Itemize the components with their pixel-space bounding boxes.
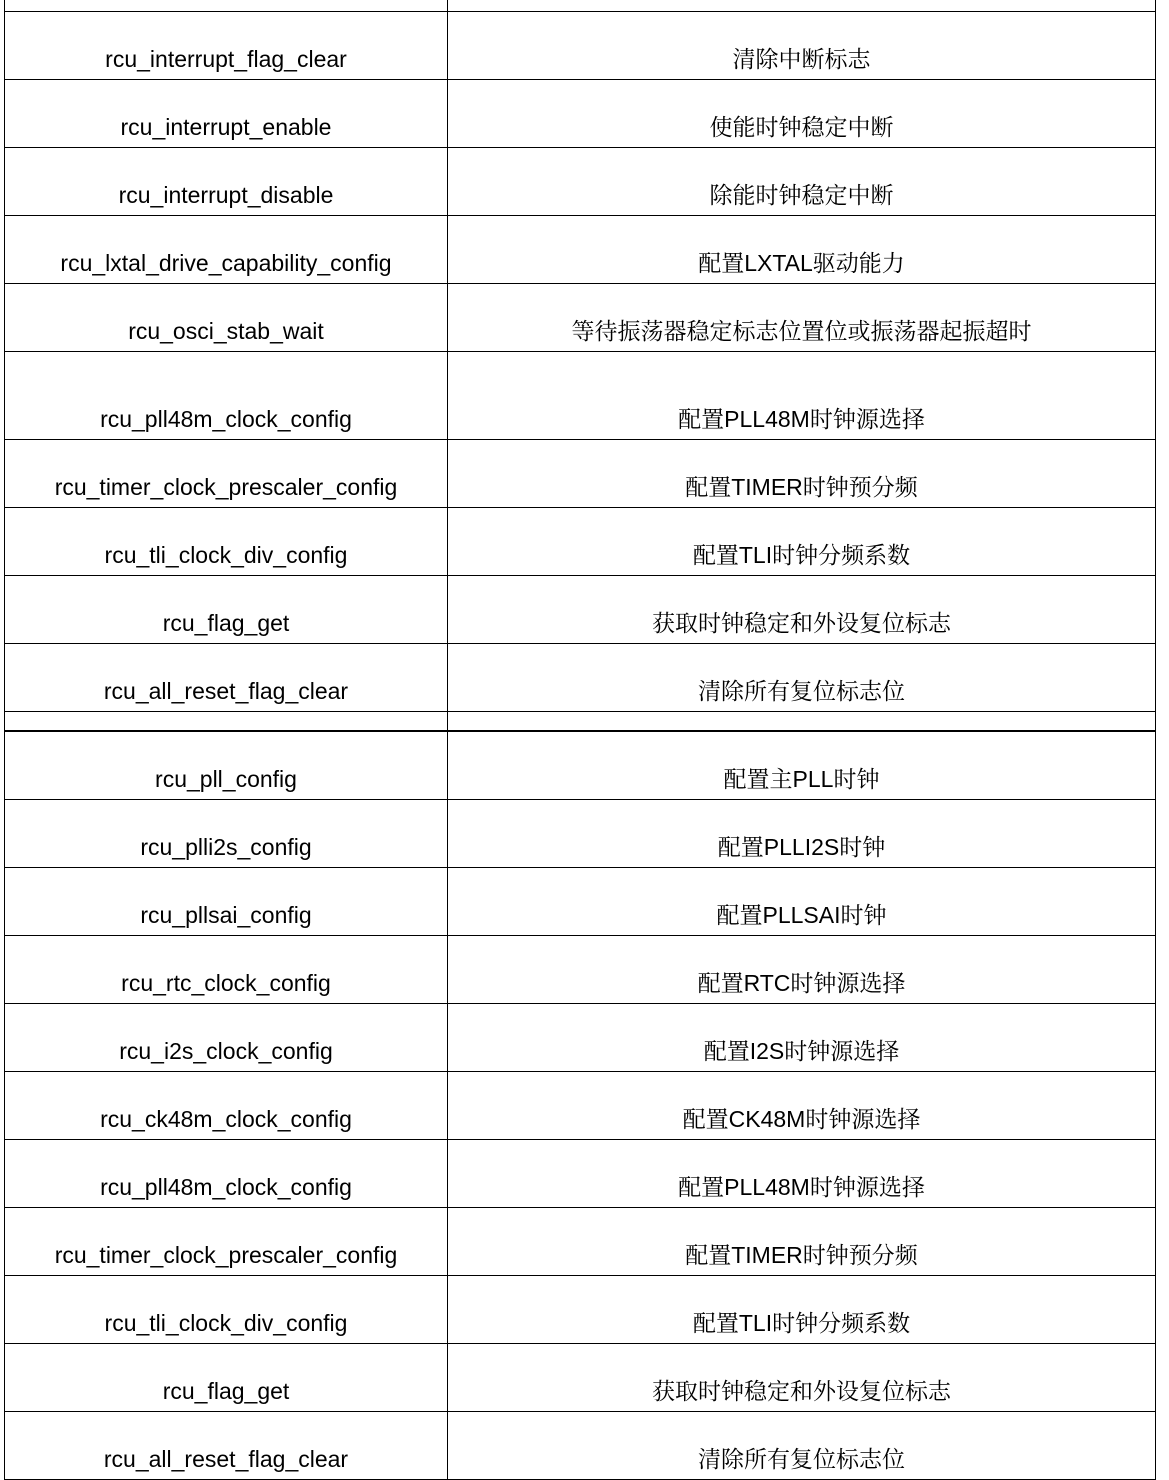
function-name-cell <box>5 1004 448 1072</box>
function-name: rcu_timer_clock_prescaler_config <box>54 474 398 500</box>
function-name: rcu_osci_stab_wait <box>128 318 324 344</box>
function-name-cell <box>5 1276 448 1344</box>
function-description: 等待振荡器稳定标志位置位或振荡器起振超时 <box>571 318 1032 344</box>
function-description: 配置I2S时钟源选择 <box>703 1038 900 1064</box>
function-description: 清除所有复位标志位 <box>698 678 905 704</box>
function-table-lower <box>4 731 1156 1480</box>
function-description: 获取时钟稳定和外设复位标志 <box>652 610 951 636</box>
table-row <box>5 1140 1156 1208</box>
table-row <box>5 1276 1156 1344</box>
function-name: rcu_flag_get <box>162 1378 290 1404</box>
function-description: 清除中断标志 <box>732 46 871 72</box>
function-name-cell <box>5 284 448 352</box>
table-row <box>5 1412 1156 1480</box>
table-row <box>5 1004 1156 1072</box>
table-row <box>5 1072 1156 1140</box>
function-description-cell <box>448 12 1156 80</box>
function-name-cell <box>5 1412 448 1480</box>
function-name-cell <box>5 12 448 80</box>
function-name: rcu_interrupt_disable <box>118 182 334 208</box>
function-description-cell <box>448 352 1156 440</box>
function-name-cell <box>5 868 448 936</box>
table-row <box>5 868 1156 936</box>
function-name: rcu_lxtal_drive_capability_config <box>60 250 392 276</box>
table-row <box>5 644 1156 712</box>
function-name-cell <box>5 216 448 284</box>
function-description: 配置LXTAL驱动能力 <box>698 250 905 276</box>
function-table-upper-body <box>5 12 1156 712</box>
function-name: rcu_pll48m_clock_config <box>100 406 352 432</box>
function-description: 使能时钟稳定中断 <box>709 114 894 140</box>
function-description: 清除所有复位标志位 <box>698 1446 905 1472</box>
function-description: 配置PLL48M时钟源选择 <box>678 406 925 432</box>
function-description: 配置RTC时钟源选择 <box>697 970 906 996</box>
function-description: 配置PLLI2S时钟 <box>717 834 886 860</box>
function-description: 配置PLL48M时钟源选择 <box>678 1174 925 1200</box>
table-row <box>5 576 1156 644</box>
function-name: rcu_i2s_clock_config <box>119 1038 333 1064</box>
clipped-row-mid <box>4 711 1156 731</box>
function-name: rcu_pll48m_clock_config <box>100 1174 352 1200</box>
function-name-cell <box>5 80 448 148</box>
function-description: 获取时钟稳定和外设复位标志 <box>652 1378 951 1404</box>
function-name-cell <box>5 644 448 712</box>
function-name: rcu_tli_clock_div_config <box>104 542 348 568</box>
function-description: 除能时钟稳定中断 <box>709 182 894 208</box>
function-description-cell <box>448 284 1156 352</box>
function-name-cell <box>5 936 448 1004</box>
function-description-cell <box>448 508 1156 576</box>
function-name: rcu_ck48m_clock_config <box>100 1106 352 1132</box>
function-name-cell <box>5 352 448 440</box>
function-name-cell <box>5 576 448 644</box>
function-name: rcu_interrupt_flag_clear <box>105 46 347 72</box>
function-description-cell <box>448 216 1156 284</box>
function-name-cell <box>5 1072 448 1140</box>
function-description-cell <box>448 1072 1156 1140</box>
function-name: rcu_plli2s_config <box>140 834 312 860</box>
table-row <box>5 732 1156 800</box>
table-row <box>5 1208 1156 1276</box>
function-name-cell <box>5 508 448 576</box>
table-row <box>5 12 1156 80</box>
function-description: 配置CK48M时钟源选择 <box>682 1106 921 1132</box>
function-name: rcu_timer_clock_prescaler_config <box>54 1242 398 1268</box>
function-name: rcu_pllsai_config <box>140 902 312 928</box>
column-divider <box>447 0 448 11</box>
table-row <box>5 352 1156 440</box>
function-name: rcu_all_reset_flag_clear <box>103 1446 349 1472</box>
function-description-cell <box>448 1344 1156 1412</box>
table-row <box>5 1344 1156 1412</box>
function-description: 配置TIMER时钟预分频 <box>685 1242 918 1268</box>
function-description-cell <box>448 868 1156 936</box>
table-row <box>5 80 1156 148</box>
function-description-cell <box>448 148 1156 216</box>
function-name-cell <box>5 732 448 800</box>
clipped-row-top <box>4 0 1156 11</box>
function-description: 配置TIMER时钟预分频 <box>685 474 918 500</box>
table-row <box>5 440 1156 508</box>
function-description: 配置PLLSAI时钟 <box>716 902 887 928</box>
function-name: rcu_flag_get <box>162 610 290 636</box>
column-divider <box>447 711 448 730</box>
function-description-cell <box>448 1412 1156 1480</box>
function-description: 配置TLI时钟分频系数 <box>692 1310 911 1336</box>
function-name: rcu_all_reset_flag_clear <box>103 678 349 704</box>
function-description-cell <box>448 576 1156 644</box>
function-description-cell <box>448 1276 1156 1344</box>
function-name: rcu_pll_config <box>155 766 297 792</box>
function-table-lower-body <box>5 732 1156 1480</box>
function-description-cell <box>448 1004 1156 1072</box>
function-description-cell <box>448 1140 1156 1208</box>
function-description: 配置TLI时钟分频系数 <box>692 542 911 568</box>
table-row <box>5 148 1156 216</box>
function-description-cell <box>448 732 1156 800</box>
function-name-cell <box>5 800 448 868</box>
function-description-cell <box>448 644 1156 712</box>
table-row <box>5 284 1156 352</box>
function-description-cell <box>448 800 1156 868</box>
function-description-cell <box>448 1208 1156 1276</box>
table-row <box>5 508 1156 576</box>
function-name-cell <box>5 440 448 508</box>
table-row <box>5 216 1156 284</box>
function-description-cell <box>448 936 1156 1004</box>
table-row <box>5 800 1156 868</box>
function-description-cell <box>448 80 1156 148</box>
function-name-cell <box>5 1140 448 1208</box>
function-table-upper <box>4 11 1156 712</box>
function-name-cell <box>5 148 448 216</box>
function-description-cell <box>448 440 1156 508</box>
function-name: rcu_tli_clock_div_config <box>104 1310 348 1336</box>
function-description: 配置主PLL时钟 <box>723 766 880 792</box>
function-name: rcu_rtc_clock_config <box>121 970 331 996</box>
function-name-cell <box>5 1344 448 1412</box>
table-row <box>5 936 1156 1004</box>
function-name: rcu_interrupt_enable <box>120 114 332 140</box>
function-name-cell <box>5 1208 448 1276</box>
